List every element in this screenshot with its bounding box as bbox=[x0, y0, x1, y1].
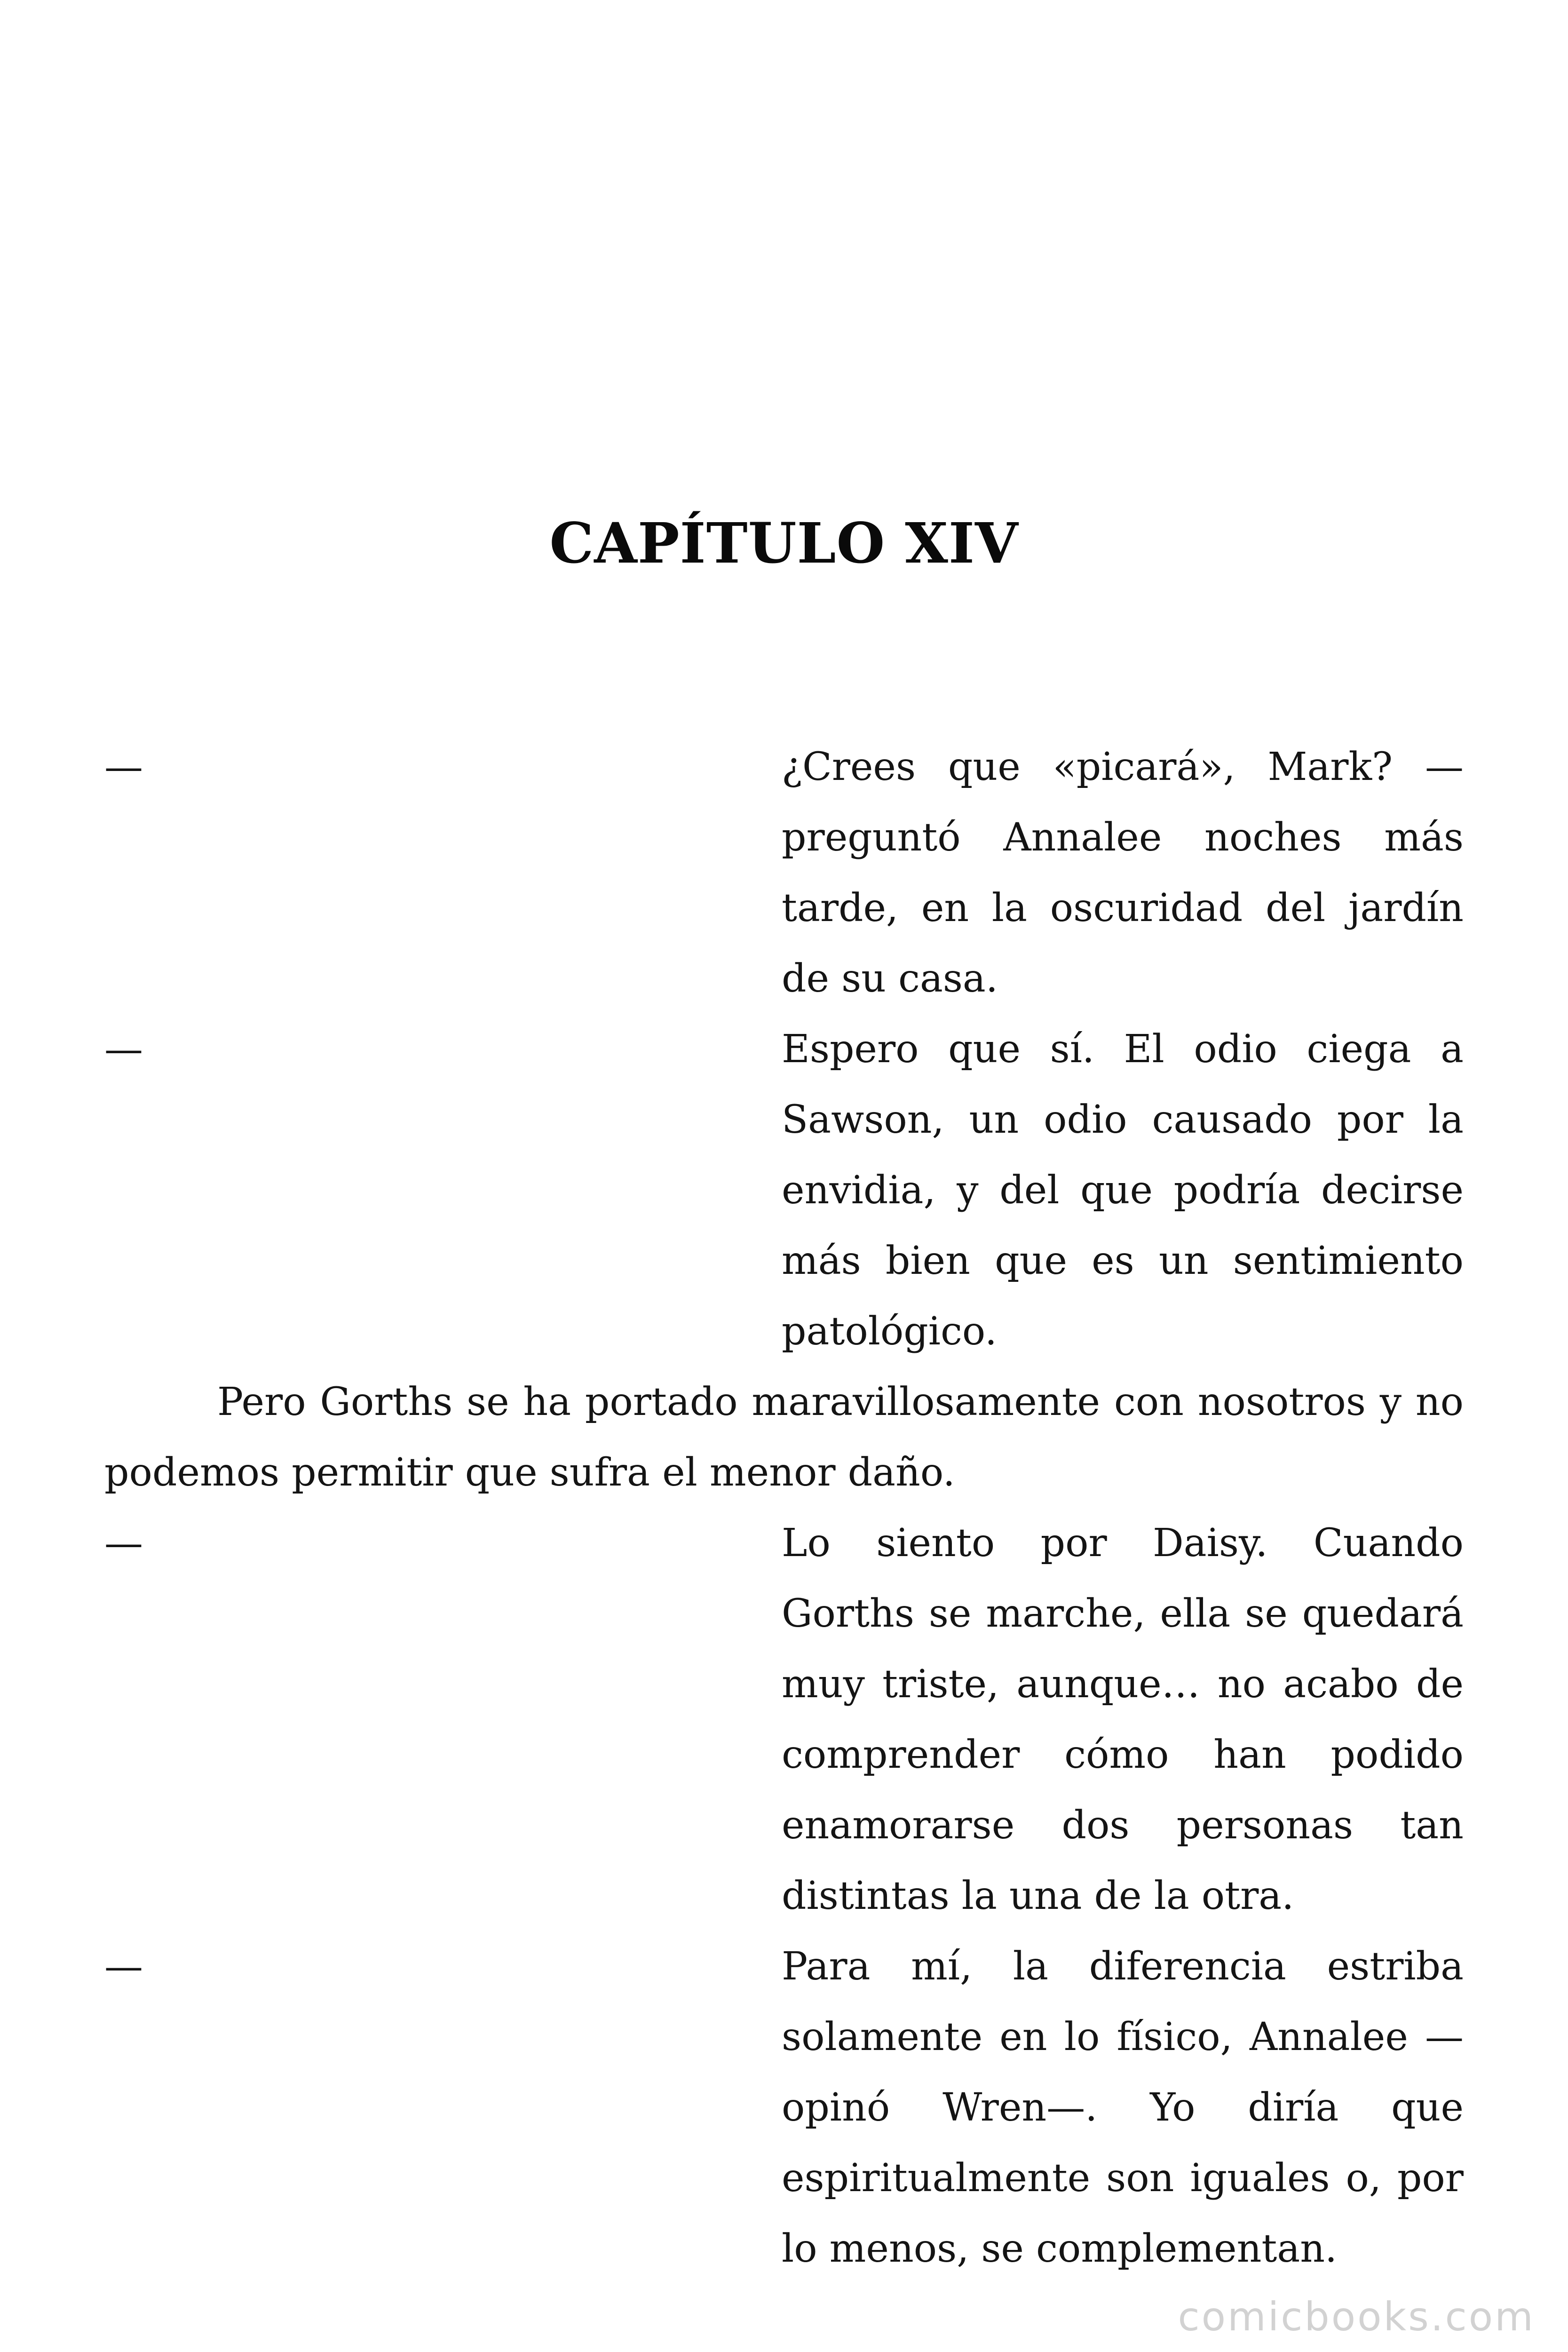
chapter-title: CAPÍTULO XIV bbox=[549, 510, 1019, 576]
dialogue-dash: — bbox=[104, 1944, 143, 1989]
dialogue-paragraph bbox=[104, 1508, 1464, 1931]
dialogue-text: Espero que sí. El odio ciega a Sawson, un odio causado por la envidia, y del que podría decirse más bien que es un sentimiento patológico. bbox=[782, 1027, 1464, 1354]
dialogue-text: Lo siento por Daisy. Cuando Gorths se marche, ella se quedará muy triste, aunque… no acabo de comprender cómo han podido enamorarse dos personas tan distintas la una de la otra. bbox=[782, 1521, 1464, 1918]
dialogue-paragraph bbox=[104, 1014, 1464, 1367]
chapter-body bbox=[104, 732, 1464, 2284]
dialogue-dash: — bbox=[104, 745, 143, 789]
dialogue-paragraph bbox=[104, 1931, 1464, 2284]
dialogue-dash: — bbox=[104, 1521, 143, 1565]
watermark: comicbooks.com bbox=[1178, 2294, 1535, 2340]
dialogue-dash: — bbox=[104, 1027, 143, 1072]
dialogue-paragraph bbox=[104, 732, 1464, 1014]
dialogue-text: ¿Crees que «picará», Mark? —preguntó Annalee noches más tarde, en la oscuridad del jardín de su casa. bbox=[782, 745, 1464, 1001]
narration-paragraph: Pero Gorths se ha portado maravillosamente con nosotros y no podemos permitir que sufra el menor daño. bbox=[104, 1380, 1464, 1495]
dialogue-text: Para mí, la diferencia estriba solamente en lo físico, Annalee —opinó Wren—. Yo diría que espiritualmente son iguales o, por lo menos, se complementan. bbox=[782, 1944, 1464, 2271]
